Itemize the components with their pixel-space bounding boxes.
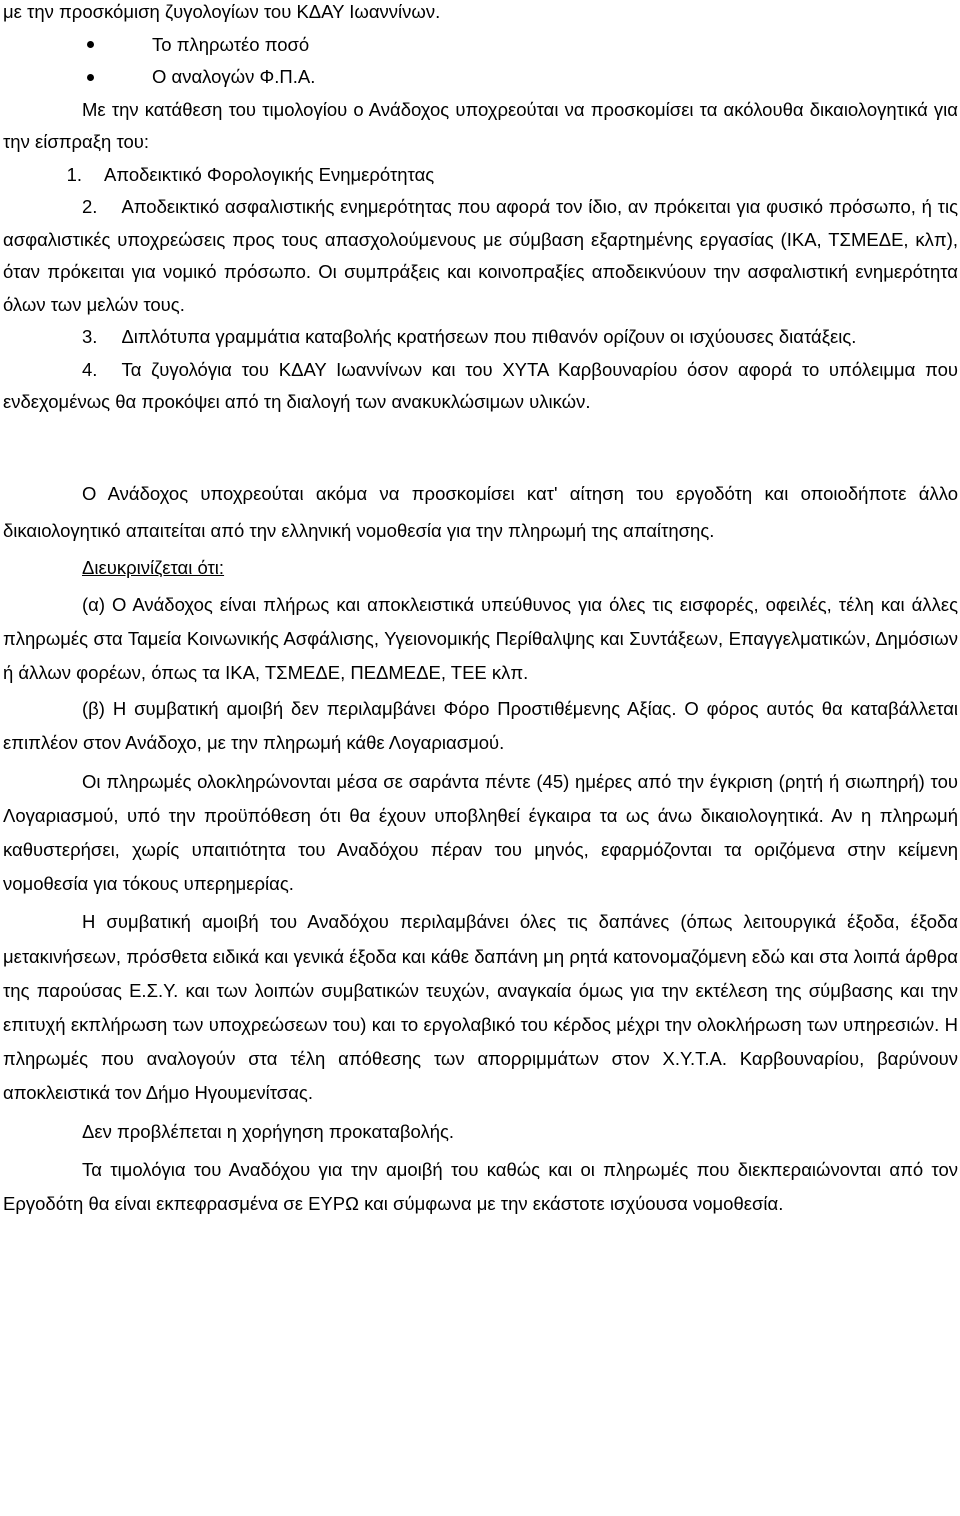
doc-item xyxy=(3,191,958,321)
doc-number: 1. xyxy=(66,163,82,185)
bullet-icon xyxy=(87,41,94,48)
doc-text: Διπλότυπα γραμμάτια καταβολής κρατήσεων που πιθανόν ορίζουν οι ισχύουσες διατάξεις. xyxy=(121,326,857,347)
bullet-item xyxy=(3,29,958,62)
doc-text: Τα ζυγολόγια του ΚΔΑΥ Ιωαννίνων και του ΧΥΤΑ Καρβουναρίου όσον αφορά το υπόλειμμα που ενδεχομένως θα προκόψει από τη διαλογή των ανακυκλώσιμων υλικών. xyxy=(3,358,958,412)
doc-number: 4. xyxy=(82,358,98,380)
no-advance-paragraph: Δεν προβλέπεται η χορήγηση προκαταβολής. xyxy=(82,1120,455,1142)
supplier-obligation-paragraph: Με την κατάθεση του τιμολογίου ο Ανάδοχος υποχρεούται να προσκομίσει τα ακόλουθα δικαιολογητικά για την είσπραξη του: xyxy=(3,98,958,152)
bullet-item xyxy=(3,61,958,94)
bullet-text: Το πληρωτέο ποσό xyxy=(152,33,310,55)
clarification-heading-text: Διευκρινίζεται ότι: xyxy=(82,556,225,578)
clarification-b-paragraph: (β) Η συμβατική αμοιβή δεν περιλαμβάνει Φόρο Προστιθέμενης Αξίας. Ο φόρος αυτός θα καταβάλλεται επιπλέον στον Ανάδοχο, με την πληρωμή κάθε Λογαριασμού. xyxy=(3,698,958,754)
bullet-icon xyxy=(87,74,94,81)
doc-item xyxy=(3,354,958,419)
doc-number: 2. xyxy=(82,196,98,217)
doc-item xyxy=(3,159,958,192)
other-docs-paragraph: Ο Ανάδοχος υποχρεούται ακόμα να προσκομίσει κατ' αίτηση του εργοδότη και οποιοδήποτε άλλο δικαιολογητικό απαιτείται από την ελληνική νομοθεσία για την πληρωμή της απαίτησης. xyxy=(3,482,958,541)
clarification-heading xyxy=(3,549,958,586)
bullet-text: Ο αναλογών Φ.Π.Α. xyxy=(152,66,316,88)
fee-paragraph: Η συμβατική αμοιβή του Αναδόχου περιλαμβάνει όλες τις δαπάνες (όπως λειτουργικά έξοδα, έξοδα μετακινήσεων, πρόσθετα ειδικά και γενικά έξοδα και κάθε δαπάνη μη ρητά κατονομαζόμενη εδώ και στα λοιπά άρθρα της παρούσας Ε.Σ.Υ. και των λοιπών συμβατικών τευχών, αναγκαία όμως για την εκτέλεση της σύμβασης και την επιτυχή εκπλήρωση των υποχρεώσεων του) και το εργολαβικό του κέρδος μέχρι την ολοκλήρωση των υπηρεσιών. Η πληρωμές που αναλογούν στα τέλη απόθεσης των απορριμμάτων στον Χ.Υ.Τ.Α. Καρβουναρίου, βαρύνουν αποκλειστικά τον Δήμο Ηγουμενίτσας. xyxy=(3,911,958,1104)
clarification-a-paragraph: (α) Ο Ανάδοχος είναι πλήρως και αποκλειστικά υπεύθυνος για όλες τις εισφορές, οφειλές, τέλη και άλλες πληρωμές στα Ταμεία Κοινωνικής Ασφάλισης, Υγειονομικής Περίθαλψης και Συντάξεων, Επαγγελματικών, Δημόσιων ή άλλων φορέων, όπως τα ΙΚΑ, ΤΣΜΕΔΕ, ΠΕΔΜΕΔΕ, ΤΕΕ κλπ. xyxy=(3,593,958,683)
doc-text: Αποδεικτικό ασφαλιστικής ενημερότητας που αφορά τον ίδιο, αν πρόκειται για φυσικό πρόσωπο, ή τις ασφαλιστικές υποχρεώσεις προς τους απασχολούμενους με σύμβαση εξαρτημένης εργασίας (ΙΚΑ, ΤΣΜΕΔΕ, κλπ), όταν πρόκειται για νομικό πρόσωπο. Οι συμπράξεις και κοινοπραξίες αποδεικνύουν την ασφαλιστική ενημερότητα όλων των μελών τους. xyxy=(3,196,958,315)
doc-text: Αποδεικτικό Φορολογικής Ενημερότητας xyxy=(104,163,435,185)
doc-item xyxy=(3,321,958,354)
intro-line: με την προσκόμιση ζυγολογίων του ΚΔΑΥ Ιωαννίνων. xyxy=(3,1,441,22)
doc-number: 3. xyxy=(82,326,98,347)
invoices-paragraph: Τα τιμολόγια του Αναδόχου για την αμοιβή του καθώς και οι πληρωμές που διεκπεραιώνονται από τον Εργοδότη θα είναι εκπεφρασμένα σε ΕΥΡΩ και σύμφωνα με την εκάστοτε ισχύουσα νομοθεσία. xyxy=(3,1158,958,1214)
payments-paragraph: Οι πληρωμές ολοκληρώνονται μέσα σε σαράντα πέντε (45) ημέρες από την έγκριση (ρητή ή σιωπηρή) του Λογαριασμού, υπό την προϋπόθεση ότι θα έχουν υποβληθεί έγκαιρα τα ως άνω δικαιολογητικά. Αν η πληρωμή καθυστερήσει, χωρίς υπαιτιότητα του Αναδόχου πέραν του μηνός, εφαρμόζονται τα οριζόμενα στην κείμενη νομοθεσία για τόκους υπερημερίας. xyxy=(3,770,958,895)
